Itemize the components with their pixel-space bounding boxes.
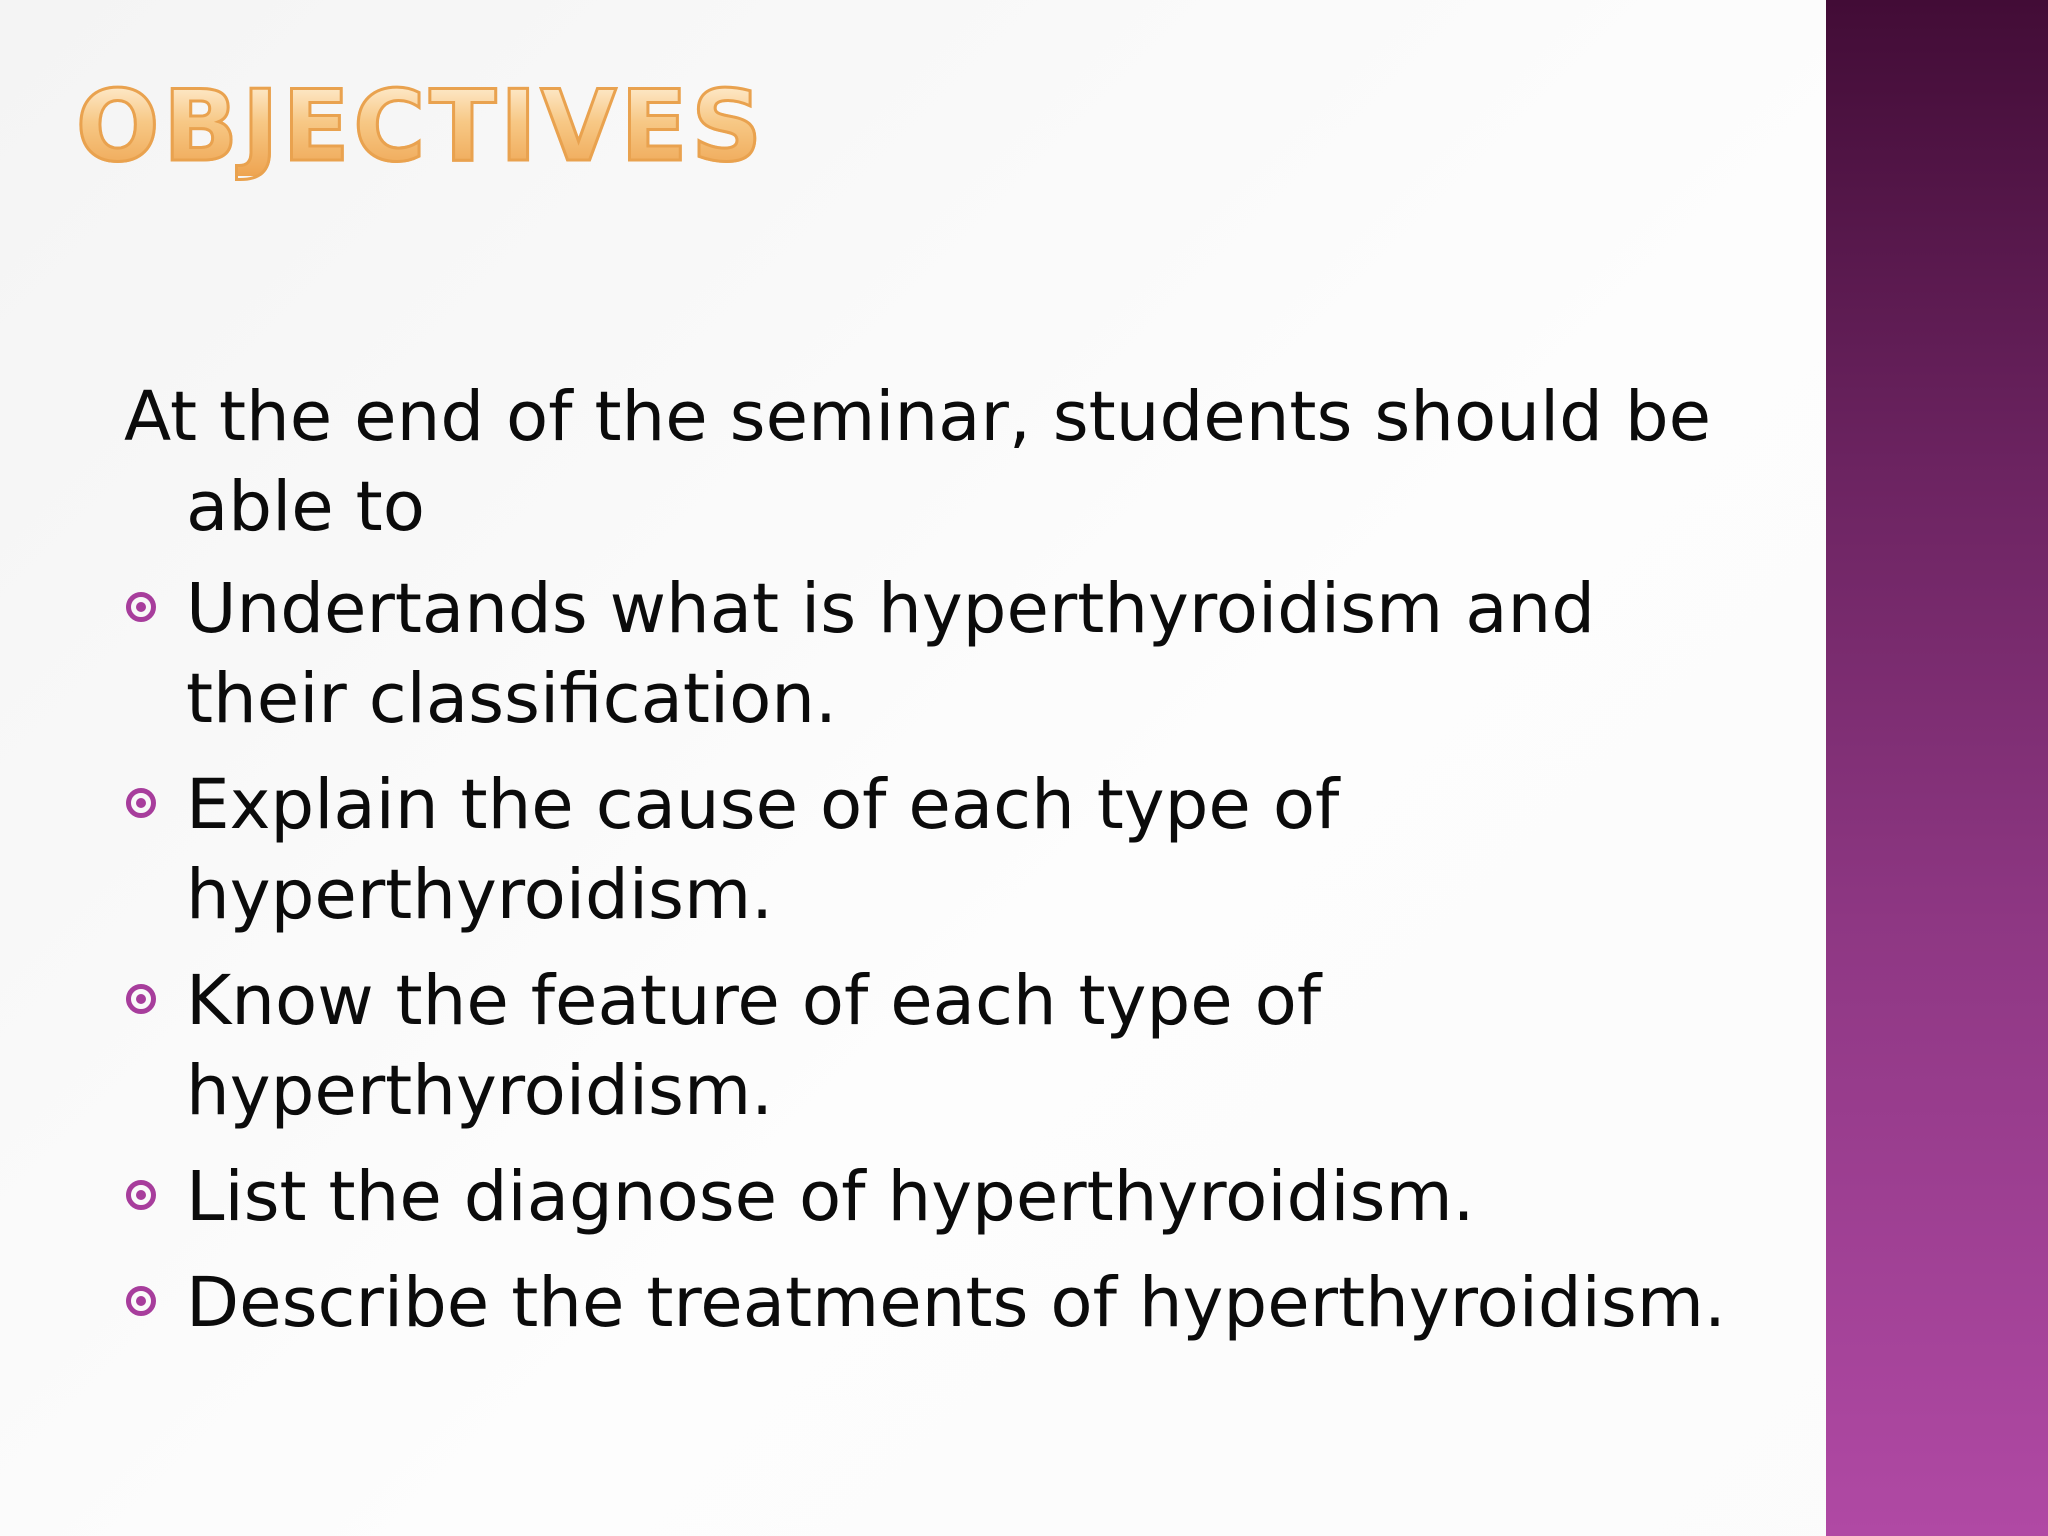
list-item bbox=[124, 956, 1764, 1136]
circled-dot-icon bbox=[126, 1286, 156, 1316]
circled-dot-icon bbox=[126, 592, 156, 622]
list-item bbox=[124, 1258, 1764, 1348]
list-item bbox=[124, 1152, 1764, 1242]
objectives-list bbox=[124, 564, 1764, 1348]
intro-text: At the end of the seminar, students should be able to bbox=[124, 377, 1712, 547]
circled-dot-icon bbox=[126, 788, 156, 818]
slide-title: OBJECTIVES bbox=[76, 70, 767, 184]
slide-body bbox=[124, 372, 1764, 1364]
bullet-text: Undertands what is hyperthyroidism and their classification. bbox=[186, 569, 1596, 739]
circled-dot-icon bbox=[126, 1180, 156, 1210]
list-item bbox=[124, 760, 1764, 940]
circled-dot-icon bbox=[126, 984, 156, 1014]
list-item bbox=[124, 564, 1764, 744]
decorative-sidebar bbox=[1826, 0, 2048, 1536]
bullet-text: Explain the cause of each type of hyperthyroidism. bbox=[186, 765, 1340, 935]
bullet-text: Describe the treatments of hyperthyroidism. bbox=[186, 1263, 1726, 1343]
bullet-text: List the diagnose of hyperthyroidism. bbox=[186, 1157, 1475, 1237]
bullet-text: Know the feature of each type of hyperthyroidism. bbox=[186, 961, 1322, 1131]
